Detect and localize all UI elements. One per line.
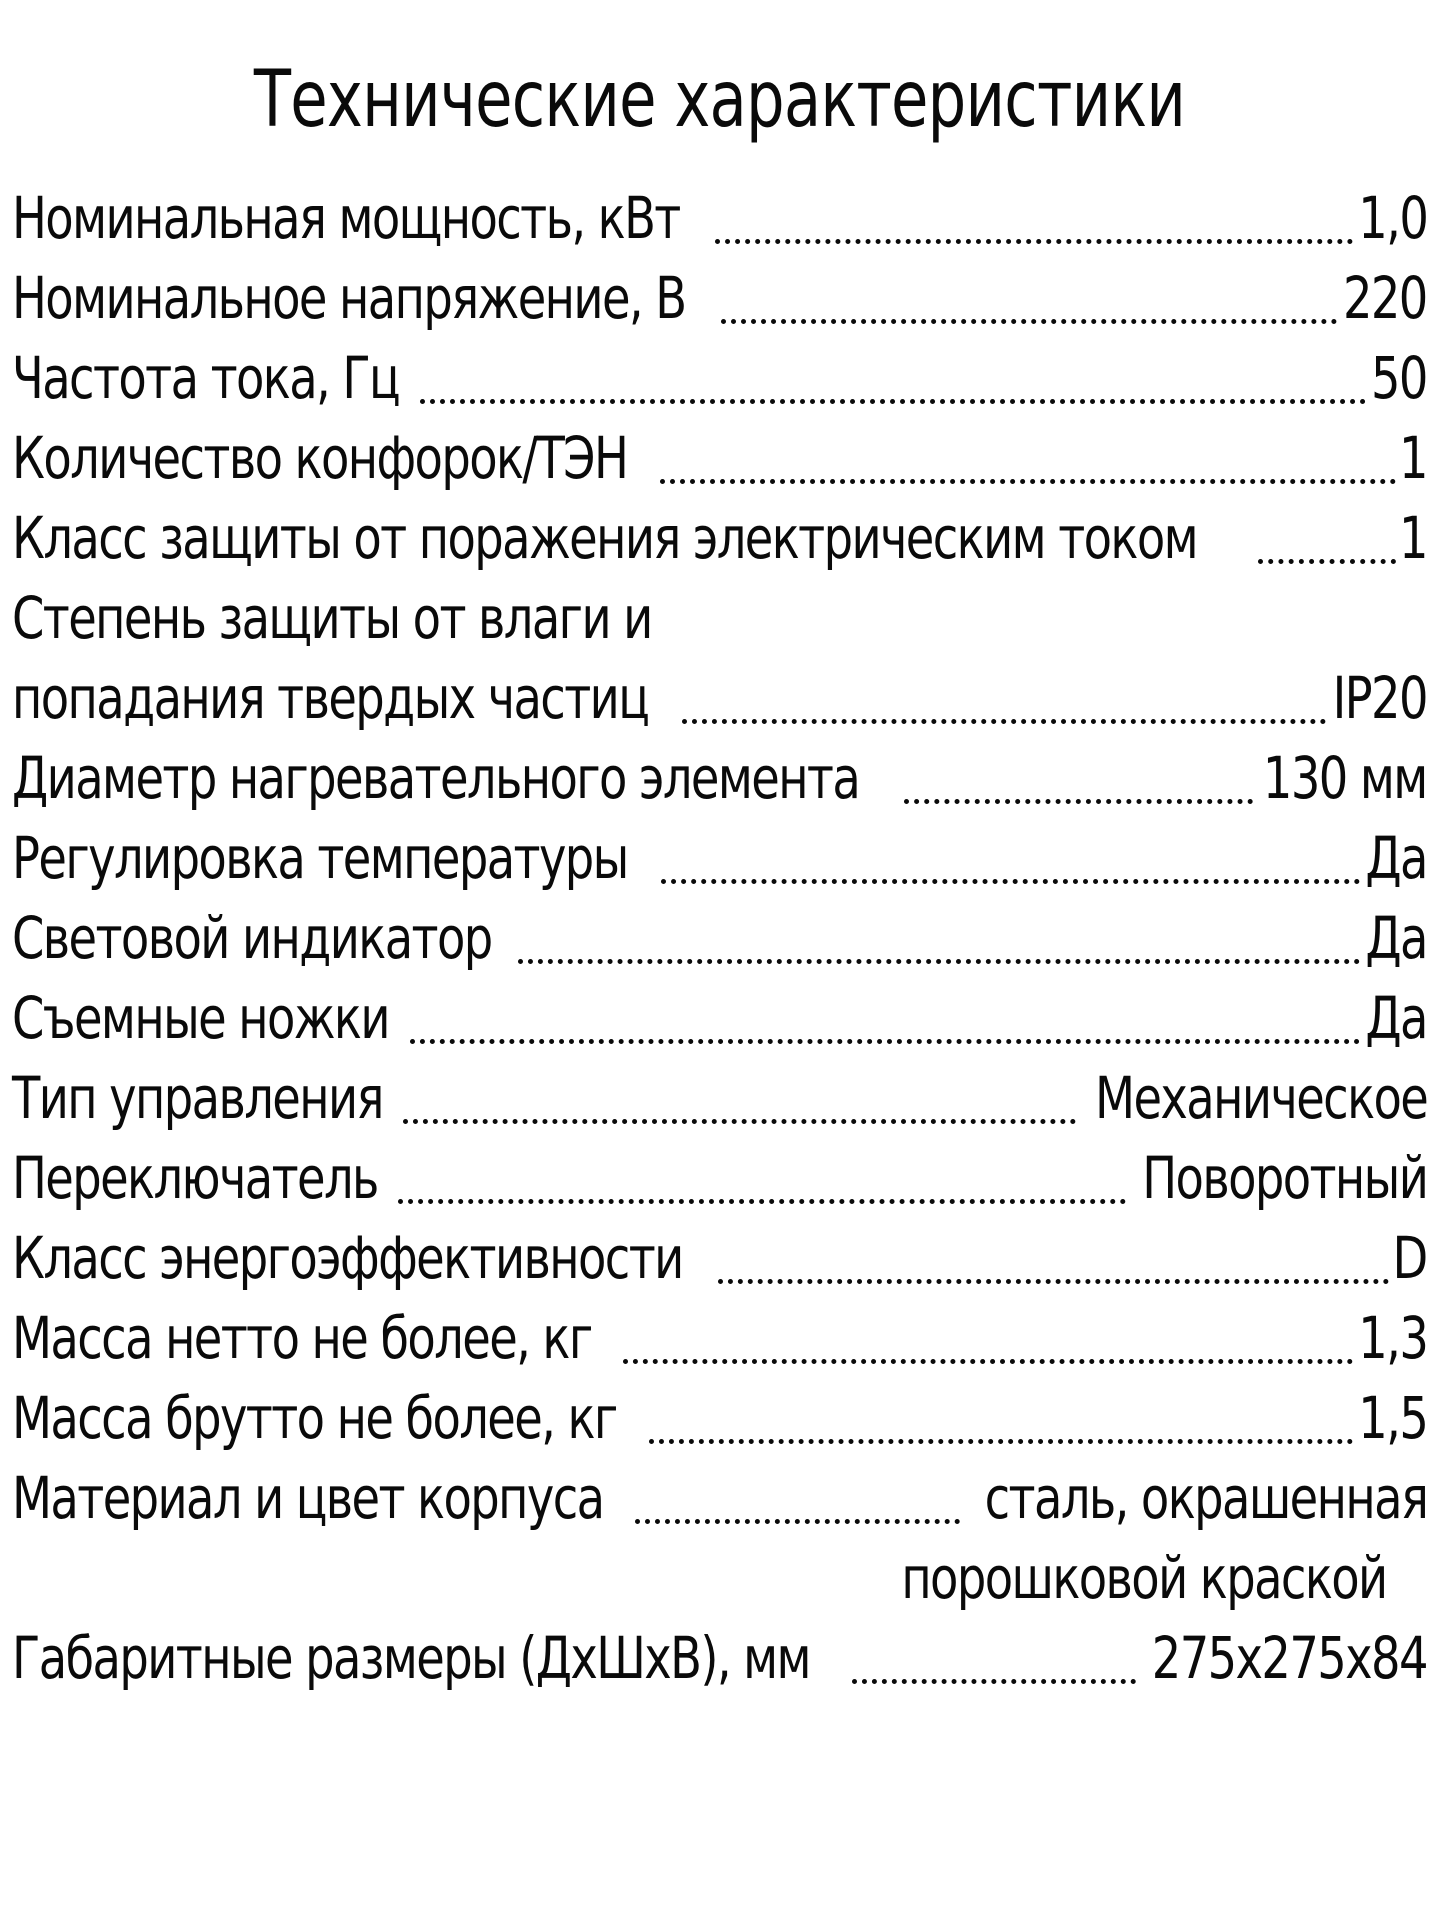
spec-label: Частота тока, Гц <box>12 344 400 412</box>
dot-leader <box>403 1119 1076 1124</box>
spec-value: порошковой краской <box>901 1544 1387 1612</box>
dot-leader <box>1258 559 1395 564</box>
dot-leader <box>410 1039 1361 1044</box>
spec-row-shock-class <box>12 498 1427 578</box>
dot-leader <box>398 1199 1126 1204</box>
spec-value: 1,3 <box>1358 1304 1427 1372</box>
dot-leader <box>852 1679 1136 1684</box>
spec-label: Масса нетто не более, кг <box>12 1304 592 1372</box>
spec-row-voltage <box>12 258 1427 338</box>
spec-label: Класс защиты от поражения электрическим током <box>12 504 1198 572</box>
spec-row-switch <box>12 1138 1427 1218</box>
spec-value: 1 <box>1399 504 1427 572</box>
spec-label: Класс энергоэффективности <box>12 1224 683 1292</box>
spec-label: Масса брутто не более, кг <box>12 1384 617 1452</box>
spec-value: 1,5 <box>1358 1384 1427 1452</box>
dot-leader <box>682 719 1326 724</box>
dot-leader <box>904 799 1254 804</box>
spec-label: Количество конфорок/ТЭН <box>12 424 628 492</box>
spec-label: Световой индикатор <box>12 904 492 972</box>
page-title: Технические характеристики <box>253 55 1186 145</box>
spec-value: 50 <box>1371 344 1427 412</box>
spec-value: D <box>1392 1224 1427 1292</box>
spec-label: Диаметр нагревательного элемента <box>12 744 860 812</box>
spec-label: Номинальное напряжение, В <box>12 264 686 332</box>
dot-leader <box>649 1439 1353 1444</box>
spec-label: Материал и цвет корпуса <box>12 1464 604 1532</box>
spec-row-temp-control <box>12 818 1427 898</box>
spec-row-control-type <box>12 1058 1427 1138</box>
dot-leader <box>623 1359 1353 1364</box>
spec-label: Номинальная мощность, кВт <box>12 184 680 252</box>
spec-row-material <box>12 1458 1427 1538</box>
spec-value: Механическое <box>1094 1064 1427 1132</box>
spec-row-material-cont <box>12 1538 1427 1618</box>
spec-value: 130 мм <box>1263 744 1427 812</box>
spec-row-ip <box>12 658 1427 738</box>
spec-value: Да <box>1365 904 1427 972</box>
dot-leader <box>718 1279 1389 1284</box>
spec-value: Поворотный <box>1141 1144 1427 1212</box>
dot-leader <box>518 959 1361 964</box>
dot-leader <box>721 319 1337 324</box>
spec-value: сталь, окрашенная <box>984 1464 1427 1532</box>
spec-label: Переключатель <box>12 1144 378 1212</box>
spec-row-net-mass <box>12 1298 1427 1378</box>
spec-list <box>12 178 1427 1698</box>
spec-row-gross-mass <box>12 1378 1427 1458</box>
spec-row-burners <box>12 418 1427 498</box>
dot-leader <box>715 239 1352 244</box>
spec-label: Тип управления <box>12 1064 383 1132</box>
dot-leader <box>420 399 1366 404</box>
spec-row-diameter <box>12 738 1427 818</box>
spec-row-indicator <box>12 898 1427 978</box>
spec-row-energy-class <box>12 1218 1427 1298</box>
spec-value: 1 <box>1399 424 1427 492</box>
spec-value: Да <box>1365 824 1427 892</box>
spec-label: Габаритные размеры (ДхШхВ), мм <box>12 1624 810 1692</box>
spec-value: 220 <box>1343 264 1427 332</box>
spec-value: 275х275х84 <box>1151 1624 1427 1692</box>
spec-label: Съемные ножки <box>12 984 389 1052</box>
spec-label: попадания твердых частиц <box>12 664 649 732</box>
spec-value: IP20 <box>1332 664 1427 732</box>
spec-value: 1,0 <box>1358 184 1427 252</box>
spec-row-dimensions <box>12 1618 1427 1698</box>
dot-leader <box>660 479 1396 484</box>
dot-leader <box>661 879 1361 884</box>
spec-row-ip-line1 <box>12 578 1427 658</box>
spec-row-power <box>12 178 1427 258</box>
spec-value: Да <box>1365 984 1427 1052</box>
spec-label: Степень защиты от влаги и <box>12 584 652 652</box>
dot-leader <box>635 1519 960 1524</box>
spec-label: Регулировка температуры <box>12 824 628 892</box>
spec-row-frequency <box>12 338 1427 418</box>
spec-row-legs <box>12 978 1427 1058</box>
